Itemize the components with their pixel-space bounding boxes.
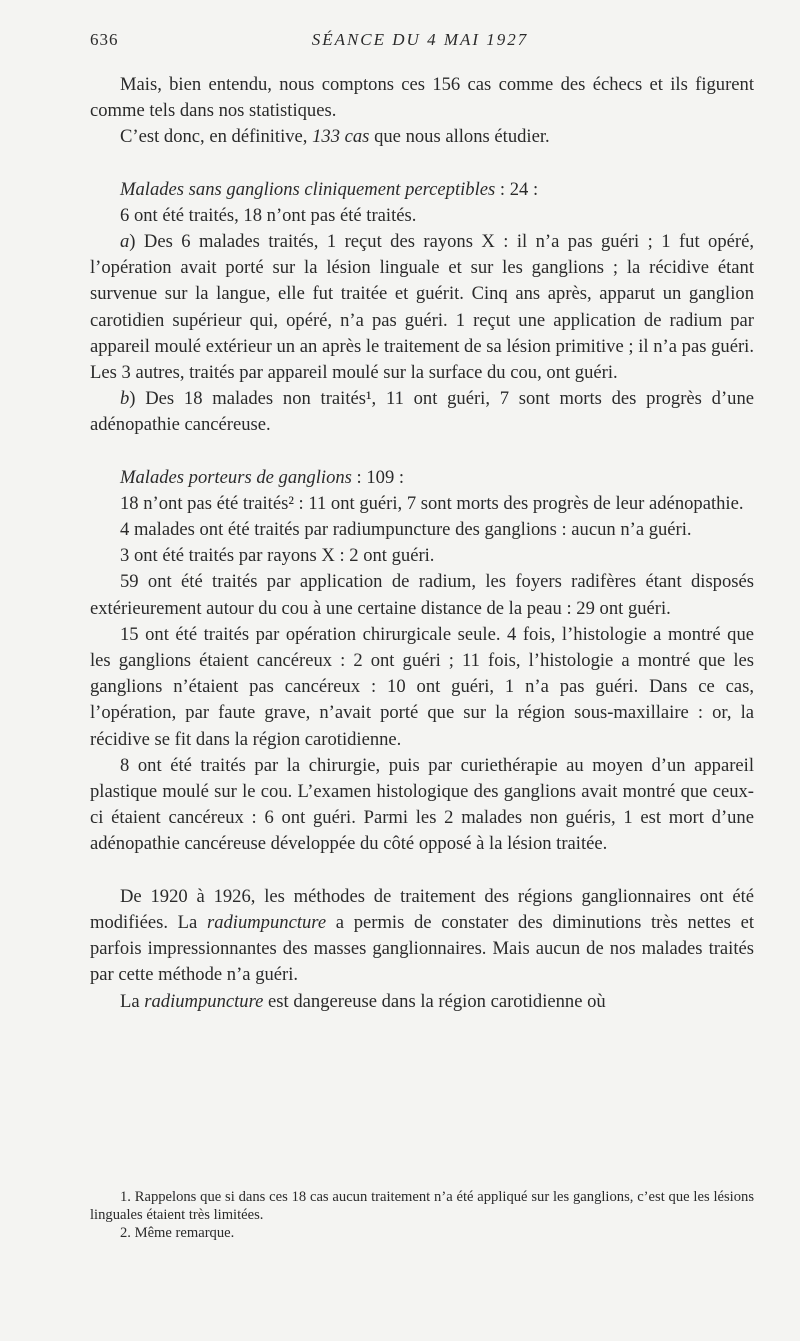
emphasis: 133 cas — [312, 126, 370, 148]
emphasis: Malades sans ganglions cliniquement perceptibles — [120, 178, 496, 200]
body-text — [90, 72, 754, 1015]
paragraph: La radiumpuncture est dangereuse dans la région carotidienne où — [120, 990, 606, 1012]
paragraph: 59 ont été traités par application de radium, les foyers radifères étant disposés extérieurement autour du cou à une certaine distance de la peau : 29 ont guéri. — [90, 571, 754, 619]
paragraph: Mais, bien entendu, nous comptons ces 156 cas comme des échecs et ils figurent comme tels dans nos statistiques. — [90, 74, 754, 122]
paragraph: C’est donc, en définitive, 133 cas que nous allons étudier. — [120, 126, 550, 148]
paragraph: 15 ont été traités par opération chirurgicale seule. 4 fois, l’histologie a montré que les ganglions étaient cancéreux : 2 ont guéri ; 11 fois, l’histologie a montré que les ganglions n’étaient pas cancéreux : 10 ont guéri, 1 n’a pas guéri. Dans ce cas, l’opération, par faute grave, n’avait porté que sur la région sous-maxillaire : or, la récidive se fit dans la région carotidienne. — [90, 623, 754, 750]
paragraph: b) Des 18 malades non traités¹, 11 ont guéri, 7 sont morts des progrès d’une adénopathie cancéreuse. — [90, 388, 754, 436]
paragraph: 6 ont été traités, 18 n’ont pas été traités. — [120, 204, 417, 226]
emphasis: a — [120, 231, 130, 253]
footnote: 1. Rappelons que si dans ces 18 cas aucun traitement n’a été appliqué sur les ganglions, c’est que les lésions linguales étaient très limitées. — [90, 1189, 754, 1223]
paragraph: 3 ont été traités par rayons X : 2 ont guéri. — [120, 545, 435, 567]
footnotes — [90, 1188, 754, 1242]
section-heading: Malades sans ganglions cliniquement perceptibles : 24 : — [120, 178, 539, 200]
emphasis: Malades porteurs de ganglions — [120, 466, 352, 488]
footnote: 2. Même remarque. — [120, 1225, 235, 1241]
page-header — [90, 30, 750, 56]
emphasis: radiumpuncture — [206, 911, 327, 933]
page-number: 636 — [90, 30, 119, 49]
paragraph: 18 n’ont pas été traités² : 11 ont guéri, 7 sont morts des progrès de leur adénopathie. — [120, 492, 744, 514]
emphasis: b — [120, 388, 130, 410]
emphasis: radiumpuncture — [144, 990, 264, 1012]
section-heading: Malades porteurs de ganglions : 109 : — [120, 466, 405, 488]
paragraph: 4 malades ont été traités par radiumpuncture des ganglions : aucun n’a guéri. — [120, 519, 692, 541]
paragraph: a) Des 6 malades traités, 1 reçut des rayons X : il n’a pas guéri ; 1 fut opéré, l’opération avait porté sur la lésion linguale et sur les ganglions ; la récidive étant survenue sur la langue, elle fut traitée et guérit. Cinq ans après, apparut un ganglion carotidien supérieur qui, opéré, n’a pas guéri. 1 reçut une application de radium par appareil moulé extérieur un an après le traitement de sa lésion primitive ; il n’a pas guéri. Les 3 autres, traités par appareil moulé sur la surface du cou, ont guéri. — [90, 231, 754, 384]
paragraph: 8 ont été traités par la chirurgie, puis par curiethérapie au moyen d’un appareil plastique moulé sur le cou. L’examen histologique des ganglions avait montré que ceux-ci étaient cancéreux : 6 ont guéri. Parmi les 2 malades non guéris, 1 est mort d’une adénopathie cancéreuse développée du côté opposé à la lésion traitée. — [90, 754, 754, 855]
running-title: SÉANCE DU 4 MAI 1927 — [311, 30, 529, 49]
paragraph: De 1920 à 1926, les méthodes de traitement des régions ganglionnaires ont été modifiées. La radiumpuncture a permis de constater des diminutions très nettes et parfois impressionnantes des masses ganglionnaires. Mais aucun de nos malades traités par cette méthode n’a guéri. — [90, 885, 754, 986]
